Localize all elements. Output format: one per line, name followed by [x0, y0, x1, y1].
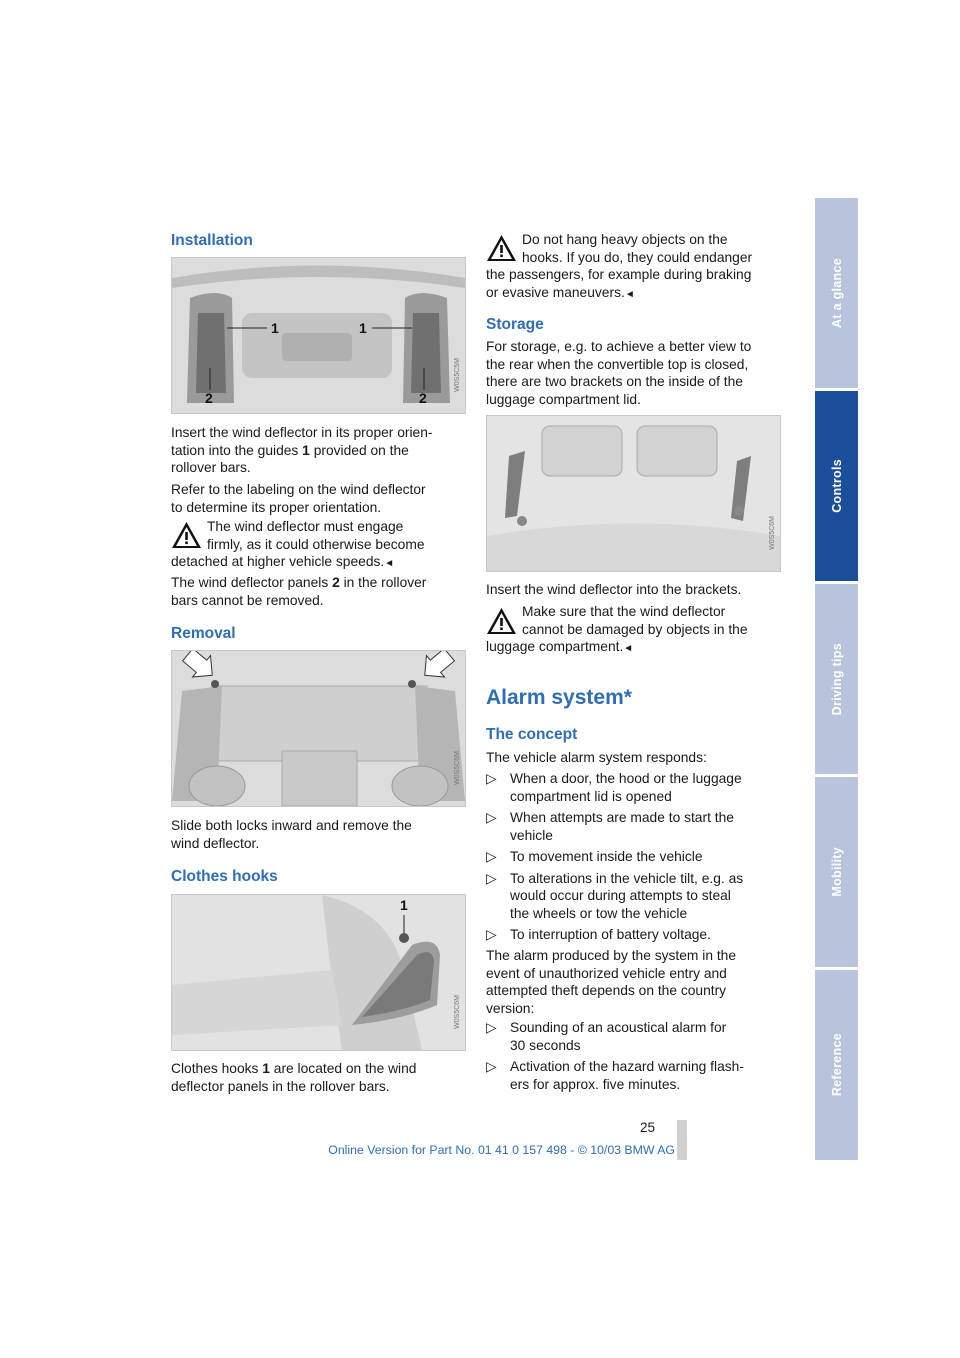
online-version-note: Online Version for Part No. 01 41 0 157 498 - © 10/03 BMW AG	[328, 1143, 675, 1157]
list-item: ▷ When attempts are made to start the vehicle	[486, 810, 734, 843]
alarm-intro: The vehicle alarm system responds:	[486, 750, 707, 765]
bullet-arrow-icon: ▷	[486, 771, 497, 786]
storage-paragraph-1: For storage, e.g. to achieve a better view to the rear when the convertible top is closed, there are two brackets on the inside of the luggage compartment lid.	[486, 339, 752, 407]
page-number: 25	[640, 1120, 656, 1135]
hooks-warning: Do not hang heavy objects on the hooks. If you do, they could endanger	[522, 232, 753, 265]
luggage-lid-brackets-illustration	[487, 416, 780, 571]
wind-deflector-illustration	[172, 651, 465, 806]
bullet-arrow-icon: ▷	[486, 870, 497, 886]
bullet-arrow-icon: ▷	[486, 1020, 497, 1035]
figure-label-panel: 2	[419, 390, 427, 406]
installation-paragraph-1: Insert the wind deflector in its proper orien- tation into the guides 1 provided on the rollover bars.	[171, 425, 433, 475]
list-item: ▷ To alterations in the vehicle tilt, e.g. as would occur during attempts to steal the wheels or tow the vehicle	[486, 870, 744, 921]
tab-label: Reference	[829, 1033, 844, 1097]
tab-label: Driving tips	[829, 642, 844, 716]
figure-label-guide: 1	[271, 320, 279, 336]
storage-heading: Storage	[486, 316, 544, 333]
figure-code: W0S5C6M	[454, 995, 461, 1029]
installation-heading: Installation	[171, 232, 253, 249]
clothes-hook-illustration	[172, 895, 465, 1050]
installation-warning: The wind deflector must engage firmly, as it could otherwise become	[207, 519, 425, 552]
storage-paragraph-2: Insert the wind deflector into the brackets.	[486, 582, 742, 597]
installation-paragraph-2: Refer to the labeling on the wind deflector to determine its proper orientation.	[171, 482, 426, 515]
alarm-system-heading: Alarm system*	[486, 686, 632, 709]
installation-warning-end: detached at higher vehicle speeds.◄	[171, 554, 395, 569]
list-item: ▷ Activation of the hazard warning flash- ers for approx. five minutes.	[486, 1059, 744, 1092]
bullet-arrow-icon: ▷	[486, 849, 497, 864]
figure-code: W0S5C5M	[454, 358, 461, 392]
end-mark-icon: ◄	[624, 288, 635, 300]
storage-figure	[486, 415, 781, 572]
figure-code: W0S5C6M	[454, 751, 461, 785]
clothes-hooks-paragraph: Clothes hooks 1 are located on the wind deflector panels in the rollover bars.	[171, 1061, 417, 1094]
figure-code: W0S5C6M	[769, 516, 776, 550]
list-item: ▷ Sounding of an acoustical alarm for 30 seconds	[486, 1020, 727, 1053]
concept-heading: The concept	[486, 726, 578, 743]
clothes-hooks-figure	[171, 894, 466, 1051]
bullet-arrow-icon: ▷	[486, 927, 497, 942]
warning-triangle-icon	[486, 234, 517, 262]
tab-at-a-glance[interactable]	[815, 198, 858, 388]
warning-triangle-icon	[486, 607, 517, 635]
removal-figure	[171, 650, 466, 807]
alarm-trigger-list	[486, 770, 786, 944]
end-mark-icon: ◄	[384, 558, 395, 569]
storage-warning-end: luggage compartment.◄	[486, 639, 634, 654]
tab-label: Controls	[829, 459, 844, 513]
alarm-paragraph-2: The alarm produced by the system in the event of unauthorized vehicle entry and attempted theft depends on the country version:	[486, 948, 737, 1016]
list-item: ▷ To interruption of battery voltage.	[486, 927, 711, 942]
removal-paragraph: Slide both locks inward and remove the wind deflector.	[171, 818, 412, 851]
end-mark-icon: ◄	[623, 643, 634, 654]
storage-warning: Make sure that the wind deflector cannot be damaged by objects in the	[522, 604, 748, 637]
alarm-response-list	[486, 1019, 786, 1093]
tab-driving-tips[interactable]	[815, 584, 858, 774]
list-item: ▷ To movement inside the vehicle	[486, 849, 703, 864]
hooks-warning-cont: the passengers, for example during braking or evasive maneuvers.◄	[486, 267, 752, 300]
figure-label-panel: 2	[205, 390, 213, 406]
bullet-arrow-icon: ▷	[486, 1059, 497, 1074]
page-number-bar	[677, 1120, 687, 1160]
clothes-hooks-heading: Clothes hooks	[171, 868, 278, 885]
tab-label: At a glance	[829, 258, 844, 328]
removal-heading: Removal	[171, 625, 236, 642]
bullet-arrow-icon: ▷	[486, 810, 497, 825]
tab-controls[interactable]	[815, 391, 858, 581]
installation-paragraph-3: The wind deflector panels 2 in the rollover bars cannot be removed.	[171, 575, 427, 608]
warning-triangle-icon	[171, 521, 202, 549]
list-item: ▷ When a door, the hood or the luggage compartment lid is opened	[486, 771, 742, 804]
figure-label-hook: 1	[400, 897, 408, 913]
tab-reference[interactable]	[815, 970, 858, 1160]
installation-figure	[171, 257, 466, 414]
tab-label: Mobility	[829, 847, 844, 897]
tab-mobility[interactable]	[815, 777, 858, 967]
figure-label-guide: 1	[359, 320, 367, 336]
